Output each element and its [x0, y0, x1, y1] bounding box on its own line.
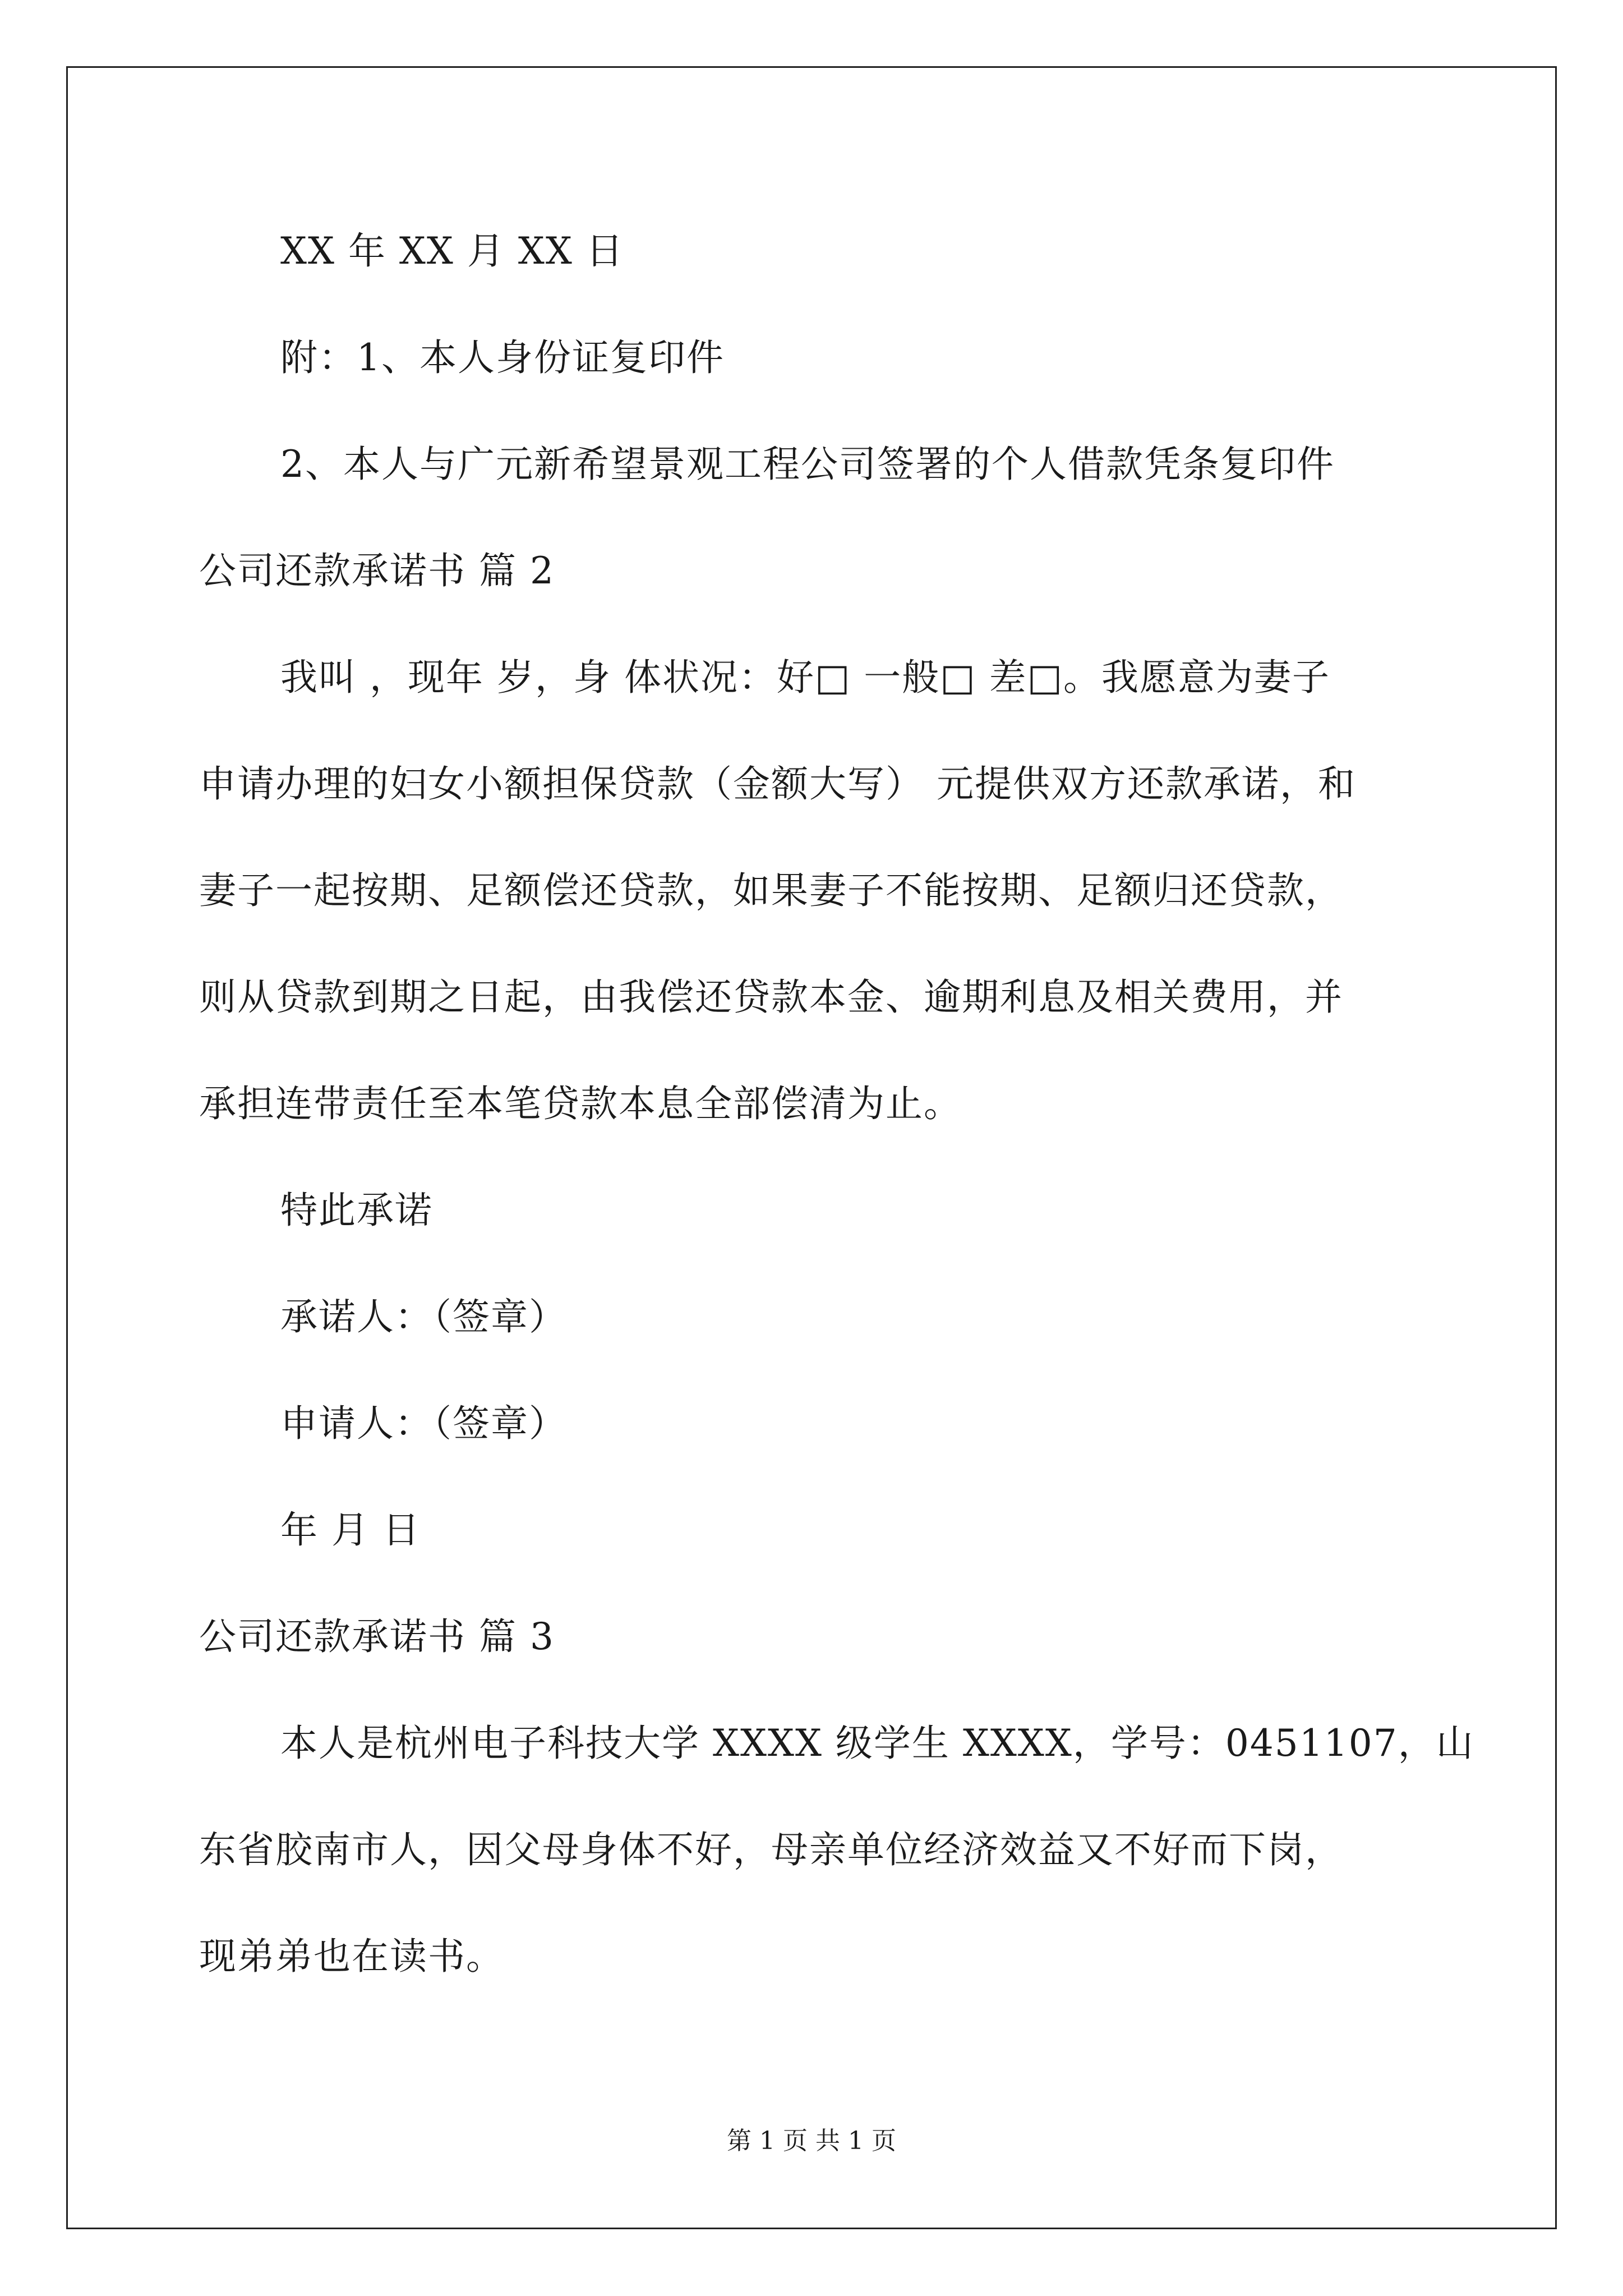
- page-border: [66, 66, 1557, 2229]
- paragraph-line: 我叫 ，现年 岁，身 体状况：好□ 一般□ 差□。我愿意为妻子: [280, 656, 1330, 699]
- paragraph-line: 妻子一起按期、足额偿还贷款，如果妻子不能按期、足额归还贷款，: [199, 869, 1343, 912]
- paragraph-line: 申请办理的妇女小额担保贷款（金额大写） 元提供双方还款承诺，和: [199, 762, 1356, 806]
- paragraph-line: 本人是杭州电子科技大学 XXXX 级学生 XXXX，学号：0451107，山: [280, 1722, 1474, 1765]
- section-heading-3: 公司还款承诺书 篇 3: [199, 1615, 555, 1658]
- paragraph-line: 东省胶南市人，因父母身体不好，母亲单位经济效益又不好而下岗，: [199, 1828, 1343, 1871]
- applicant-signature-line: 申请人：（签章）: [280, 1402, 567, 1445]
- promisor-signature-line: 承诺人：（签章）: [280, 1295, 567, 1338]
- attachment-line-2: 2、本人与广元新希望景观工程公司签署的个人借款凭条复印件: [280, 443, 1335, 486]
- paragraph-line: 现弟弟也在读书。: [199, 1935, 504, 1978]
- paragraph-line: 则从贷款到期之日起，由我偿还贷款本金、逾期利息及相关费用，并: [199, 976, 1343, 1019]
- commitment-line: 特此承诺: [280, 1189, 433, 1232]
- blank-date-line: 年 月 日: [280, 1508, 421, 1552]
- date-line: XX 年 XX 月 XX 日: [280, 229, 624, 273]
- page-footer: 第 1 页 共 1 页: [727, 2127, 896, 2155]
- attachment-line-1: 附：1、本人身份证复印件: [280, 336, 725, 379]
- paragraph-line: 承担连带责任至本笔贷款本息全部偿清为止。: [199, 1082, 962, 1125]
- section-heading-2: 公司还款承诺书 篇 2: [199, 549, 555, 592]
